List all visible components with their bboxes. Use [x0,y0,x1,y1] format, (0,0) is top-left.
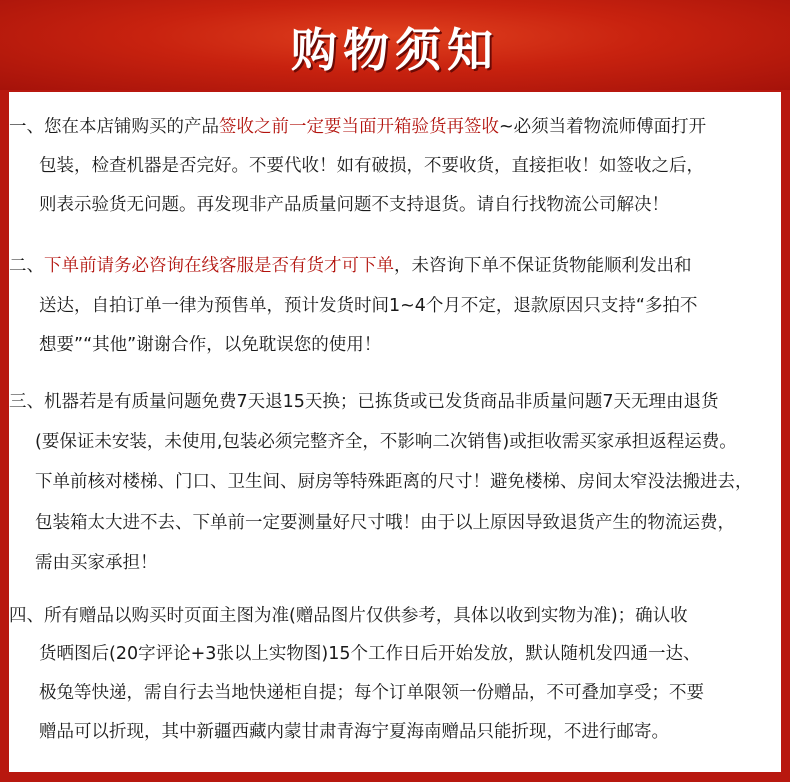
notice-text: ~必须当着物流师傅面打开 [499,117,707,137]
notice-line [35,474,753,492]
notice-line [35,515,735,533]
notice-text: 包装箱太大进不去、下单前一定要测量好尺寸哦！由于以上原因导致退货产生的物流运费， [35,513,735,533]
highlight-text: 签收之前一定要当面开箱验货再签收 [219,117,499,137]
notice-text: 下单前核对楼梯、门口、卫生间、厨房等特殊距离的尺寸！避免楼梯、房间太窄没法搬进去， [35,472,753,492]
notice-line [39,337,381,355]
notice-line [39,646,701,664]
notice-text: 包装，检查机器是否完好。不要代收！如有破损，不要收货，直接拒收！如签收之后， [39,156,704,176]
notice-line [39,685,704,703]
notice-text: 需由买家承担！ [35,553,158,573]
notice-line [9,258,692,276]
notice-text: 赠品可以折现，其中新疆西藏内蒙甘肃青海宁夏海南赠品只能折现，不进行邮寄。 [39,722,669,742]
notice-line [9,394,719,412]
notice-text: 货晒图后(20字评论+3张以上实物图)15个工作日后开始发放，默认随机发四通一达、 [39,644,701,664]
notice-text: ，未咨询下单不保证货物能顺利发出和 [394,256,692,276]
notice-line [35,434,737,452]
notice-line [39,724,669,742]
notice-text: 极兔等快递，需自行去当地快递柜自提；每个订单限领一份赠品，不可叠加享受；不要 [39,683,704,703]
notice-text: (要保证未安装，未使用,包装必须完整齐全，不影响二次销售)或拒收需买家承担返程运费。 [35,432,737,452]
page-title: 购物须知 [291,23,499,77]
notice-text: 三、机器若是有质量问题免费7天退15天换；已拣货或已发货商品非质量问题7天无理由退货 [9,392,719,412]
notice-text: 送达，自拍订单一律为预售单，预计发货时间1~4个月不定，退款原因只支持“多拍不 [39,296,698,316]
notice-line [39,158,704,176]
notice-line [39,197,669,215]
notice-panel [9,92,781,772]
notice-text: 一、您在本店铺购买的产品 [9,117,219,137]
header-banner [0,0,790,90]
notice-text: 二、 [9,256,44,276]
notice-line [39,298,698,316]
notice-text: 则表示验货无问题。再发现非产品质量问题不支持退货。请自行找物流公司解决！ [39,195,669,215]
notice-text: 四、所有赠品以购买时页面主图为准(赠品图片仅供参考，具体以收到实物为准)；确认收 [9,606,688,626]
notice-line [35,555,158,573]
notice-line [9,119,706,137]
notice-text: 想要”“其他”谢谢合作，以免耽误您的使用！ [39,335,382,355]
highlight-text: 下单前请务必咨询在线客服是否有货才可下单 [44,256,394,276]
notice-line [9,608,688,626]
